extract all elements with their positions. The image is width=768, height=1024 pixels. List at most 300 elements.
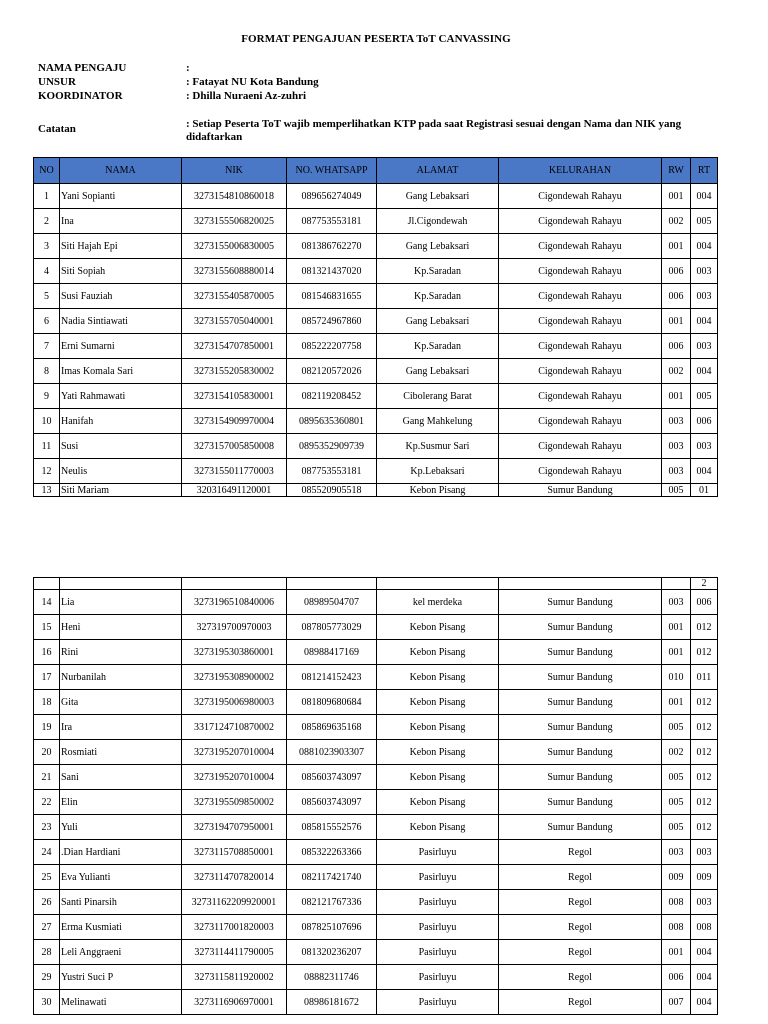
table-row <box>34 815 718 840</box>
cell-kelurahan: Regol <box>499 990 662 1015</box>
participant-table-page-1 <box>33 157 718 497</box>
cell-kelurahan: Cigondewah Rahayu <box>499 209 662 234</box>
cell-nama: Ira <box>60 715 182 740</box>
cell-alamat: Gang Lebaksari <box>377 234 499 259</box>
cell-whatsapp: 085869635168 <box>287 715 377 740</box>
cell-kelurahan: Sumur Bandung <box>499 590 662 615</box>
cell-no: 19 <box>34 715 60 740</box>
cell-nama: Siti Mariam <box>60 484 182 497</box>
cell-whatsapp: 087753553181 <box>287 209 377 234</box>
cell-alamat: Kebon Pisang <box>377 740 499 765</box>
cell-whatsapp: 085815552576 <box>287 815 377 840</box>
table-row <box>34 484 718 497</box>
cell-rt: 012 <box>691 615 718 640</box>
cell-no: 27 <box>34 915 60 940</box>
cell-kelurahan: Sumur Bandung <box>499 484 662 497</box>
cell-rt: 005 <box>691 384 718 409</box>
cell-alamat: Kp.Saradan <box>377 334 499 359</box>
table-row <box>34 965 718 990</box>
cell-whatsapp: 089656274049 <box>287 184 377 209</box>
cell-rw: 005 <box>662 790 691 815</box>
cell-alamat: Kebon Pisang <box>377 615 499 640</box>
cell-alamat: Gang Mahkelung <box>377 409 499 434</box>
cell-kelurahan: Sumur Bandung <box>499 765 662 790</box>
cell-nama: Melinawati <box>60 990 182 1015</box>
cell-alamat: Jl.Cigondewah <box>377 209 499 234</box>
cell-whatsapp: 082119208452 <box>287 384 377 409</box>
cell-alamat: Kebon Pisang <box>377 715 499 740</box>
cell-kelurahan: Sumur Bandung <box>499 790 662 815</box>
cell-nik: 3273114411790005 <box>182 940 287 965</box>
cell-nik: 32731162209920001 <box>182 890 287 915</box>
cell-nama: Erma Kusmiati <box>60 915 182 940</box>
cell-whatsapp: 0895635360801 <box>287 409 377 434</box>
cell-nama: Yuli <box>60 815 182 840</box>
cell-rw: 001 <box>662 640 691 665</box>
cell-kelurahan: Cigondewah Rahayu <box>499 459 662 484</box>
cell-nik: 3273195303860001 <box>182 640 287 665</box>
cell-no: 24 <box>34 840 60 865</box>
cell-nik: 3273154105830001 <box>182 384 287 409</box>
header-rw: RW <box>662 158 691 184</box>
cell-rt: 012 <box>691 765 718 790</box>
catatan-value: : Setiap Peserta ToT wajib memperlihatkan KTP pada saat Registrasi sesuai dengan Nama dan NIK yang didaftarkan <box>186 118 682 143</box>
cell-whatsapp: 081214152423 <box>287 665 377 690</box>
cell-no: 1 <box>34 184 60 209</box>
cell-nama: Sani <box>60 765 182 790</box>
pengaju-value: : <box>186 62 190 74</box>
cell-rw: 006 <box>662 334 691 359</box>
cell-kelurahan: Cigondewah Rahayu <box>499 384 662 409</box>
table-row <box>34 409 718 434</box>
cell-nama: Nadia Sintiawati <box>60 309 182 334</box>
cell-rt: 012 <box>691 790 718 815</box>
table-row <box>34 840 718 865</box>
document-title: FORMAT PENGAJUAN PESERTA ToT CANVASSING <box>241 33 511 45</box>
cell-kelurahan: Regol <box>499 890 662 915</box>
cell-nik: 3273154810860018 <box>182 184 287 209</box>
cell-rt: 004 <box>691 184 718 209</box>
header-nik: NIK <box>182 158 287 184</box>
cell-rw: 003 <box>662 459 691 484</box>
table-row <box>34 359 718 384</box>
table-row <box>34 915 718 940</box>
cell-no: 3 <box>34 234 60 259</box>
table-row <box>34 690 718 715</box>
cell-nik: 3273155011770003 <box>182 459 287 484</box>
cell-rt: 012 <box>691 715 718 740</box>
cell-kelurahan: Cigondewah Rahayu <box>499 309 662 334</box>
cell-kelurahan: Cigondewah Rahayu <box>499 259 662 284</box>
cell-no: 12 <box>34 459 60 484</box>
cell-rw: 003 <box>662 434 691 459</box>
table-row <box>34 459 718 484</box>
cell-rt: 006 <box>691 590 718 615</box>
cell-nik: 3273155506820025 <box>182 209 287 234</box>
cell-alamat: Kebon Pisang <box>377 765 499 790</box>
cell-rt: 004 <box>691 940 718 965</box>
cell-nik: 3273195006980003 <box>182 690 287 715</box>
cell-rt: 004 <box>691 359 718 384</box>
unsur-value: : Fatayat NU Kota Bandung <box>186 76 319 88</box>
cell-rt: 01 <box>691 484 718 497</box>
cell-nik: 3273195308900002 <box>182 665 287 690</box>
cell-rw: 001 <box>662 184 691 209</box>
cell-no: 5 <box>34 284 60 309</box>
cell-nama: .Dian Hardiani <box>60 840 182 865</box>
cell-no: 10 <box>34 409 60 434</box>
carry-cell <box>287 578 377 590</box>
cell-whatsapp: 087753553181 <box>287 459 377 484</box>
cell-kelurahan: Cigondewah Rahayu <box>499 334 662 359</box>
cell-whatsapp: 081320236207 <box>287 940 377 965</box>
cell-no: 16 <box>34 640 60 665</box>
cell-nik: 3273116906970001 <box>182 990 287 1015</box>
cell-rt: 012 <box>691 640 718 665</box>
cell-nik: 3273154707850001 <box>182 334 287 359</box>
cell-nik: 3273195207010004 <box>182 765 287 790</box>
cell-kelurahan: Cigondewah Rahayu <box>499 184 662 209</box>
cell-nama: Leli Anggraeni <box>60 940 182 965</box>
cell-nik: 3273195207010004 <box>182 740 287 765</box>
table-row <box>34 284 718 309</box>
cell-kelurahan: Cigondewah Rahayu <box>499 234 662 259</box>
cell-rt: 004 <box>691 459 718 484</box>
cell-no: 8 <box>34 359 60 384</box>
cell-rw: 001 <box>662 384 691 409</box>
cell-kelurahan: Cigondewah Rahayu <box>499 409 662 434</box>
cell-nik: 320316491120001 <box>182 484 287 497</box>
cell-no: 22 <box>34 790 60 815</box>
cell-kelurahan: Sumur Bandung <box>499 690 662 715</box>
table-row <box>34 865 718 890</box>
cell-whatsapp: 0881023903307 <box>287 740 377 765</box>
cell-no: 30 <box>34 990 60 1015</box>
cell-whatsapp: 081809680684 <box>287 690 377 715</box>
cell-nik: 3273155205830002 <box>182 359 287 384</box>
cell-nama: Nurbanilah <box>60 665 182 690</box>
table-row <box>34 615 718 640</box>
cell-rt: 003 <box>691 840 718 865</box>
cell-whatsapp: 085222207758 <box>287 334 377 359</box>
cell-rw: 001 <box>662 690 691 715</box>
cell-nik: 3273155705040001 <box>182 309 287 334</box>
cell-whatsapp: 085724967860 <box>287 309 377 334</box>
header-whatsapp: NO. WHATSAPP <box>287 158 377 184</box>
cell-kelurahan: Regol <box>499 940 662 965</box>
cell-no: 14 <box>34 590 60 615</box>
pengaju-label: NAMA PENGAJU <box>38 62 127 74</box>
cell-whatsapp: 085322263366 <box>287 840 377 865</box>
cell-rt: 003 <box>691 334 718 359</box>
cell-kelurahan: Sumur Bandung <box>499 715 662 740</box>
cell-rw: 002 <box>662 209 691 234</box>
cell-rw: 005 <box>662 815 691 840</box>
table-body-page-2 <box>34 578 718 1015</box>
cell-whatsapp: 085603743097 <box>287 790 377 815</box>
cell-nama: Siti Sopiah <box>60 259 182 284</box>
cell-kelurahan: Cigondewah Rahayu <box>499 434 662 459</box>
cell-rw: 003 <box>662 590 691 615</box>
cell-alamat: Kp.Lebaksari <box>377 459 499 484</box>
cell-rw: 006 <box>662 284 691 309</box>
table-row <box>34 309 718 334</box>
carry-cell <box>499 578 662 590</box>
cell-rw: 001 <box>662 615 691 640</box>
table-row <box>34 209 718 234</box>
cell-nik: 3273196510840006 <box>182 590 287 615</box>
cell-rw: 001 <box>662 234 691 259</box>
cell-kelurahan: Regol <box>499 865 662 890</box>
cell-rt: 004 <box>691 990 718 1015</box>
koordinator-label: KOORDINATOR <box>38 90 123 102</box>
cell-nik: 3273115708850001 <box>182 840 287 865</box>
table-row <box>34 940 718 965</box>
cell-nama: Susi Fauziah <box>60 284 182 309</box>
cell-no: 13 <box>34 484 60 497</box>
cell-nama: Siti Hajah Epi <box>60 234 182 259</box>
cell-rt: 012 <box>691 815 718 840</box>
koordinator-value: : Dhilla Nuraeni Az-zuhri <box>186 90 307 102</box>
cell-rw: 002 <box>662 359 691 384</box>
carry-cell <box>662 578 691 590</box>
cell-nik: 3273114707820014 <box>182 865 287 890</box>
table-row <box>34 259 718 284</box>
cell-rw: 001 <box>662 940 691 965</box>
cell-no: 29 <box>34 965 60 990</box>
carry-cell <box>182 578 287 590</box>
cell-rw: 001 <box>662 309 691 334</box>
cell-kelurahan: Sumur Bandung <box>499 815 662 840</box>
cell-nama: Gita <box>60 690 182 715</box>
cell-whatsapp: 085603743097 <box>287 765 377 790</box>
cell-rt: 009 <box>691 865 718 890</box>
cell-no: 15 <box>34 615 60 640</box>
cell-rw: 002 <box>662 740 691 765</box>
cell-nik: 3273194707950001 <box>182 815 287 840</box>
cell-whatsapp: 087825107696 <box>287 915 377 940</box>
cell-rt: 004 <box>691 965 718 990</box>
header-nama: NAMA <box>60 158 182 184</box>
cell-rt: 004 <box>691 309 718 334</box>
table-row <box>34 740 718 765</box>
cell-whatsapp: 081546831655 <box>287 284 377 309</box>
cell-alamat: Kebon Pisang <box>377 665 499 690</box>
cell-kelurahan: Regol <box>499 965 662 990</box>
header-kelurahan: KELURAHAN <box>499 158 662 184</box>
cell-nik: 3273155405870005 <box>182 284 287 309</box>
carry-cell <box>60 578 182 590</box>
participant-table-page-2 <box>33 577 718 1015</box>
cell-rt: 006 <box>691 409 718 434</box>
cell-nik: 3273155608880014 <box>182 259 287 284</box>
cell-kelurahan: Cigondewah Rahayu <box>499 359 662 384</box>
header-rt: RT <box>691 158 718 184</box>
header-no: NO <box>34 158 60 184</box>
table-row <box>34 234 718 259</box>
cell-nik: 3273155006830005 <box>182 234 287 259</box>
cell-rw: 009 <box>662 865 691 890</box>
cell-nama: Ina <box>60 209 182 234</box>
cell-no: 20 <box>34 740 60 765</box>
cell-whatsapp: 081321437020 <box>287 259 377 284</box>
cell-rw: 008 <box>662 890 691 915</box>
cell-alamat: Kebon Pisang <box>377 484 499 497</box>
cell-rt: 008 <box>691 915 718 940</box>
cell-rt: 003 <box>691 434 718 459</box>
cell-whatsapp: 085520905518 <box>287 484 377 497</box>
cell-whatsapp: 082120572026 <box>287 359 377 384</box>
cell-no: 23 <box>34 815 60 840</box>
table-row <box>34 334 718 359</box>
carry-over-row <box>34 578 718 590</box>
cell-no: 17 <box>34 665 60 690</box>
table-row <box>34 384 718 409</box>
cell-alamat: Kebon Pisang <box>377 790 499 815</box>
table-row <box>34 665 718 690</box>
cell-nik: 327319700970003 <box>182 615 287 640</box>
cell-kelurahan: Sumur Bandung <box>499 640 662 665</box>
cell-nama: Yustri Suci P <box>60 965 182 990</box>
cell-alamat: Kebon Pisang <box>377 815 499 840</box>
cell-alamat: Pasirluyu <box>377 940 499 965</box>
cell-alamat: Pasirluyu <box>377 915 499 940</box>
cell-alamat: Pasirluyu <box>377 965 499 990</box>
table-row <box>34 715 718 740</box>
cell-kelurahan: Sumur Bandung <box>499 615 662 640</box>
cell-rw: 003 <box>662 840 691 865</box>
cell-nama: Santi Pinarsih <box>60 890 182 915</box>
cell-whatsapp: 082121767336 <box>287 890 377 915</box>
cell-whatsapp: 08989504707 <box>287 590 377 615</box>
cell-rt: 012 <box>691 740 718 765</box>
table-row <box>34 590 718 615</box>
cell-nama: Yati Rahmawati <box>60 384 182 409</box>
cell-whatsapp: 087805773029 <box>287 615 377 640</box>
table-row <box>34 640 718 665</box>
cell-nik: 3273117001820003 <box>182 915 287 940</box>
header-alamat: ALAMAT <box>377 158 499 184</box>
cell-kelurahan: Sumur Bandung <box>499 740 662 765</box>
cell-alamat: Kp.Saradan <box>377 284 499 309</box>
cell-alamat: Gang Lebaksari <box>377 184 499 209</box>
cell-alamat: Kp.Susmur Sari <box>377 434 499 459</box>
table-row <box>34 790 718 815</box>
cell-no: 21 <box>34 765 60 790</box>
cell-alamat: Pasirluyu <box>377 890 499 915</box>
cell-kelurahan: Regol <box>499 915 662 940</box>
cell-alamat: Kp.Saradan <box>377 259 499 284</box>
cell-nama: Eva Yulianti <box>60 865 182 890</box>
cell-nik: 3273195509850002 <box>182 790 287 815</box>
cell-nama: Hanifah <box>60 409 182 434</box>
cell-nama: Neulis <box>60 459 182 484</box>
cell-no: 25 <box>34 865 60 890</box>
table-row <box>34 184 718 209</box>
cell-whatsapp: 08988417169 <box>287 640 377 665</box>
cell-whatsapp: 08882311746 <box>287 965 377 990</box>
cell-rw: 008 <box>662 915 691 940</box>
cell-nama: Heni <box>60 615 182 640</box>
cell-rt: 003 <box>691 890 718 915</box>
cell-nama: Rosmiati <box>60 740 182 765</box>
cell-whatsapp: 081386762270 <box>287 234 377 259</box>
cell-nama: Imas Komala Sari <box>60 359 182 384</box>
cell-alamat: Kebon Pisang <box>377 640 499 665</box>
cell-alamat: Pasirluyu <box>377 840 499 865</box>
cell-nama: Erni Sumarni <box>60 334 182 359</box>
cell-alamat: Kebon Pisang <box>377 690 499 715</box>
cell-kelurahan: Regol <box>499 840 662 865</box>
carry-cell <box>34 578 60 590</box>
cell-whatsapp: 08986181672 <box>287 990 377 1015</box>
cell-rt: 003 <box>691 284 718 309</box>
cell-rt: 003 <box>691 259 718 284</box>
carry-cell <box>377 578 499 590</box>
cell-no: 7 <box>34 334 60 359</box>
cell-rw: 010 <box>662 665 691 690</box>
cell-rw: 003 <box>662 409 691 434</box>
cell-alamat: Pasirluyu <box>377 865 499 890</box>
cell-kelurahan: Sumur Bandung <box>499 665 662 690</box>
table-row <box>34 890 718 915</box>
cell-rw: 006 <box>662 259 691 284</box>
cell-alamat: kel merdeka <box>377 590 499 615</box>
cell-nik: 3273154909970004 <box>182 409 287 434</box>
cell-no: 26 <box>34 890 60 915</box>
table-row <box>34 765 718 790</box>
cell-alamat: Gang Lebaksari <box>377 359 499 384</box>
cell-whatsapp: 0895352909739 <box>287 434 377 459</box>
table-row <box>34 434 718 459</box>
cell-no: 2 <box>34 209 60 234</box>
cell-alamat: Cibolerang Barat <box>377 384 499 409</box>
cell-no: 9 <box>34 384 60 409</box>
cell-no: 18 <box>34 690 60 715</box>
cell-rw: 007 <box>662 990 691 1015</box>
table-row <box>34 990 718 1015</box>
carry-rt-cell: 2 <box>691 578 718 590</box>
cell-nik: 3317124710870002 <box>182 715 287 740</box>
cell-rt: 004 <box>691 234 718 259</box>
cell-rw: 006 <box>662 965 691 990</box>
cell-rw: 005 <box>662 765 691 790</box>
cell-nama: Yani Sopianti <box>60 184 182 209</box>
header-row <box>34 158 718 184</box>
cell-alamat: Gang Lebaksari <box>377 309 499 334</box>
cell-no: 6 <box>34 309 60 334</box>
cell-rt: 012 <box>691 690 718 715</box>
cell-nama: Rini <box>60 640 182 665</box>
cell-nik: 3273115811920002 <box>182 965 287 990</box>
cell-no: 4 <box>34 259 60 284</box>
cell-nama: Lia <box>60 590 182 615</box>
table-body-page-1 <box>34 184 718 497</box>
cell-nama: Elin <box>60 790 182 815</box>
cell-rw: 005 <box>662 715 691 740</box>
cell-rt: 005 <box>691 209 718 234</box>
cell-whatsapp: 082117421740 <box>287 865 377 890</box>
unsur-label: UNSUR <box>38 76 76 88</box>
cell-nama: Susi <box>60 434 182 459</box>
cell-nik: 3273157005850008 <box>182 434 287 459</box>
catatan-label: Catatan <box>38 123 76 135</box>
cell-rw: 005 <box>662 484 691 497</box>
cell-no: 11 <box>34 434 60 459</box>
cell-no: 28 <box>34 940 60 965</box>
cell-rt: 011 <box>691 665 718 690</box>
cell-kelurahan: Cigondewah Rahayu <box>499 284 662 309</box>
